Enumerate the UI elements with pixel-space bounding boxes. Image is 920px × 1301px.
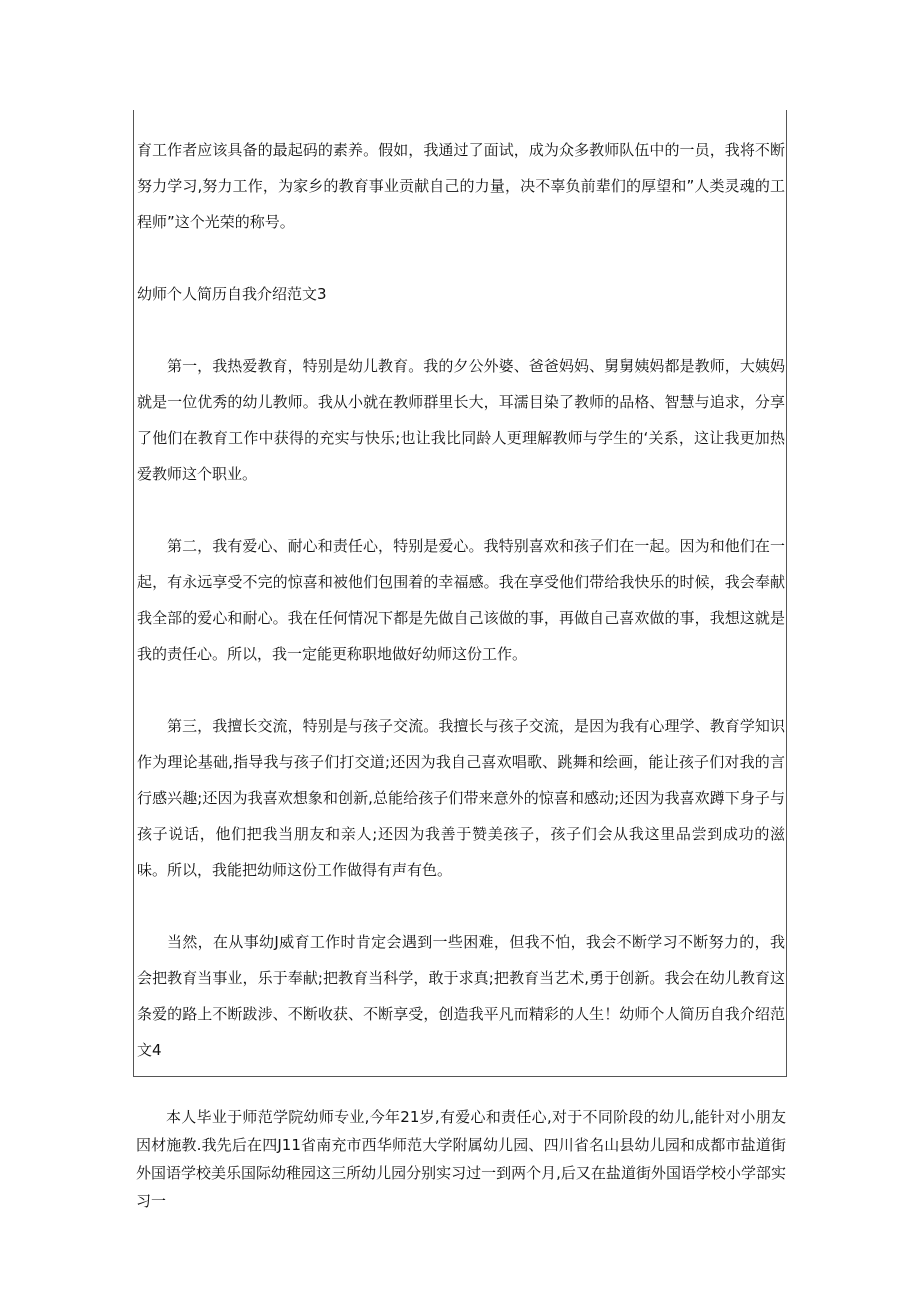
framed-text-content [137, 132, 785, 1068]
paragraph-example-4: 本人毕业于师范学院幼师专业,今年21岁,有爱心和责任心,对于不同阶段的幼儿,能针对小朋友因材施教.我先后在四J11省南充市西华师范大学附属幼儿园、四川省名山县幼儿园和成都市盐道街外国语学校美乐国际幼稚园这三所幼儿园分别实习过一到两个月,后又在盐道街外国语学校小学部实习一 [136, 1108, 786, 1210]
paragraph-conclusion: 当然，在从事幼J威育工作时肯定会遇到一些困难，但我不怕，我会不断学习不断努力的，我会把教育当事业，乐于奉献;把教育当科学，敢于求真;把教育当艺术,勇于创新。我会在幼儿教育这条爱的路上不断跋涉、不断收获、不断享受，创造我平凡而精彩的人生！幼师个人简历自我介绍范文4 [137, 933, 785, 1059]
paragraph-third-point: 第三，我擅长交流，特别是与孩子交流。我擅长与孩子交流，是因为我有心理学、教育学知识作为理论基础,指导我与孩子们打交道;还因为我自己喜欢唱歌、跳舞和绘画，能让孩子们对我的言行感兴趣;还因为我喜欢想象和创新,总能给孩子们带来意外的惊喜和感动;还因为我喜欢蹲下身子与孩子说话，他们把我当朋友和亲人;还因为我善于赞美孩子，孩子们会从我这里品尝到成功的滋味。所以，我能把幼师这份工作做得有声有色。 [137, 717, 785, 879]
section-heading-3: 幼师个人简历自我介绍范文3 [137, 285, 327, 303]
paragraph-second-point: 第二，我有爱心、耐心和责任心，特别是爱心。我特别喜欢和孩子们在一起。因为和他们在一起，有永远享受不完的惊喜和被他们包围着的幸福感。我在享受他们带给我快乐的时候，我会奉献我全部的爱心和耐心。我在任何情况下都是先做自己该做的事，再做自己喜欢做的事，我想这就是我的责任心。所以，我一定能更称职地做好幼师这份工作。 [137, 537, 785, 663]
paragraph-closing-previous: 育工作者应该具备的最起码的素养。假如，我通过了面试，成为众多教师队伍中的一员，我将不断努力学习,努力工作，为家乡的教育事业贡献自己的力量，决不辜负前辈们的厚望和”人类灵魂的工程师”这个光荣的称号。 [137, 141, 785, 231]
framed-text-box [133, 110, 787, 1077]
paragraph-first-point: 第一，我热爱教育，特别是幼儿教育。我的夕公外婆、爸爸妈妈、舅舅姨妈都是教师，大姨妈就是一位优秀的幼儿教师。我从小就在教师群里长大，耳濡目染了教师的品格、智慧与追求，分享了他们在教育工作中获得的充实与快乐;也让我比同龄人更理解教师与学生的‘关系，这让我更加热爱教师这个职业。 [137, 357, 785, 483]
